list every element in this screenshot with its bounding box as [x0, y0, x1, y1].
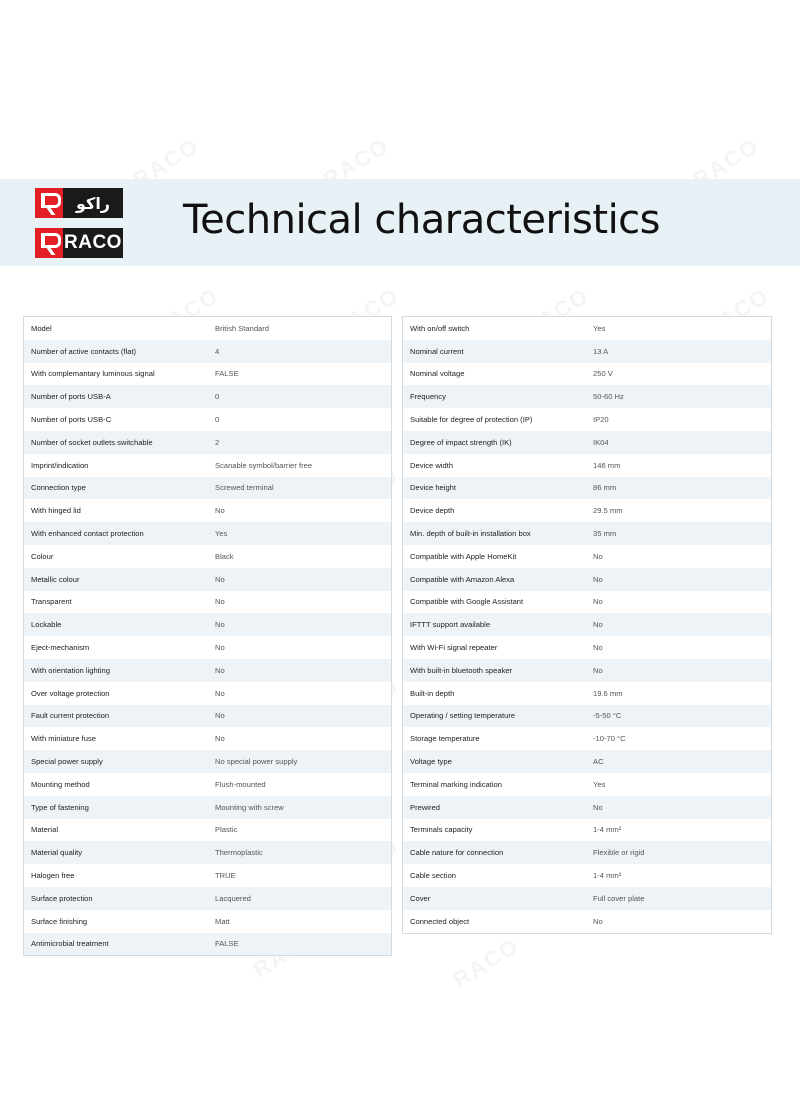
spec-row: [24, 682, 391, 705]
spec-value: Mounting with screw: [215, 802, 284, 812]
spec-label: Antimicrobial treatment: [31, 939, 109, 949]
spec-value: 2: [215, 437, 220, 447]
spec-value: British Standard: [215, 323, 270, 333]
spec-value: No: [593, 916, 603, 926]
spec-row: [24, 568, 391, 591]
spec-row: [403, 796, 771, 819]
spec-row: [403, 408, 771, 431]
spec-value: No: [215, 597, 225, 607]
spec-row: [24, 636, 391, 659]
spec-row: [403, 613, 771, 636]
spec-row: [403, 591, 771, 614]
spec-label: Material: [31, 825, 59, 835]
spec-label: Cable section: [410, 871, 457, 881]
spec-label: Device height: [410, 483, 457, 493]
spec-row: [24, 841, 391, 864]
spec-value: 13 A: [593, 346, 609, 356]
spec-value: No: [593, 620, 603, 630]
spec-value: AC: [593, 757, 604, 767]
spec-label: Terminals capacity: [410, 825, 473, 835]
spec-row: [403, 522, 771, 545]
spec-label: Over voltage protection: [31, 688, 110, 698]
spec-value: TRUE: [215, 871, 236, 881]
spec-value: 19.6 mm: [593, 688, 623, 698]
spec-value: 1-4 mm²: [593, 871, 622, 881]
spec-label: Number of ports USB-A: [31, 392, 111, 402]
spec-value: Matt: [215, 916, 230, 926]
spec-value: Yes: [593, 323, 606, 333]
spec-row: [24, 408, 391, 431]
spec-label: Mounting method: [31, 779, 90, 789]
spec-row: [403, 705, 771, 728]
spec-row: [24, 659, 391, 682]
spec-value: Lacquered: [215, 893, 251, 903]
spec-row: [24, 522, 391, 545]
spec-value: 4: [215, 346, 220, 356]
spec-row: [24, 750, 391, 773]
spec-label: Compatible with Google Assistant: [410, 597, 524, 607]
spec-value: 1-4 mm²: [593, 825, 622, 835]
spec-label: With built-in bluetooth speaker: [410, 665, 513, 675]
spec-value: No: [215, 734, 225, 744]
spec-value: 146 mm: [593, 460, 621, 470]
spec-label: Fault current protection: [31, 711, 110, 721]
spec-label: Cover: [410, 893, 431, 903]
spec-label: IFTTT support available: [410, 620, 491, 630]
spec-value: No special power supply: [215, 757, 298, 767]
spec-row: [24, 477, 391, 500]
spec-row: [403, 431, 771, 454]
spec-value: No: [215, 574, 225, 584]
spec-label: Degree of impact strength (IK): [410, 437, 512, 447]
spec-value: Full cover plate: [593, 893, 645, 903]
spec-label: Transparent: [31, 597, 72, 607]
spec-row: [403, 727, 771, 750]
logo-latin-row: [35, 227, 123, 259]
spec-label: Device width: [410, 460, 454, 470]
spec-label: Suitable for degree of protection (IP): [410, 415, 533, 425]
spec-label: Min. depth of built-in installation box: [410, 529, 531, 539]
spec-value: No: [593, 551, 603, 561]
spec-row: [24, 363, 391, 386]
spec-label: Number of active contacts (flat): [31, 346, 137, 356]
spec-value: No: [215, 620, 225, 630]
spec-label: Storage temperature: [410, 734, 480, 744]
watermark-text: [449, 933, 524, 994]
spec-row: [24, 431, 391, 454]
spec-row: [403, 454, 771, 477]
header-banner: [0, 179, 800, 266]
spec-value: 50-60 Hz: [593, 392, 624, 402]
spec-label: Material quality: [31, 848, 83, 858]
spec-row: [24, 727, 391, 750]
spec-row: [24, 454, 391, 477]
spec-label: Terminal marking indication: [410, 779, 503, 789]
spec-label: Halogen free: [31, 871, 75, 881]
spec-value: 35 mm: [593, 529, 617, 539]
spec-label: With Wi-Fi signal repeater: [410, 643, 498, 653]
spec-row: [403, 659, 771, 682]
spec-label: Built-in depth: [410, 688, 455, 698]
spec-label: Nominal voltage: [410, 369, 465, 379]
spec-row: [24, 887, 391, 910]
spec-value: Yes: [215, 529, 228, 539]
r-mark-icon: [35, 228, 63, 258]
spec-label: Nominal current: [410, 346, 464, 356]
spec-row: [24, 705, 391, 728]
page-title: Technical characteristics: [183, 197, 661, 243]
spec-row: [403, 864, 771, 887]
spec-value: FALSE: [215, 939, 239, 949]
spec-row: [403, 819, 771, 842]
spec-row: [24, 340, 391, 363]
spec-row: [403, 841, 771, 864]
spec-label: Number of socket outlets switchable: [31, 437, 153, 447]
spec-value: No: [593, 643, 603, 653]
spec-value: No: [593, 574, 603, 584]
spec-row: [403, 385, 771, 408]
spec-label: Metallic colour: [31, 574, 80, 584]
spec-value: Plastic: [215, 825, 238, 835]
spec-value: IP20: [593, 415, 609, 425]
spec-value: Scanable symbol/barrier free: [215, 460, 313, 470]
spec-label: Prewired: [410, 802, 440, 812]
spec-label: Special power supply: [31, 757, 103, 767]
spec-value: No: [215, 665, 225, 675]
spec-value: 0: [215, 392, 220, 402]
spec-value: Yes: [593, 779, 606, 789]
r-mark-icon: [35, 188, 63, 218]
spec-row: [403, 887, 771, 910]
spec-table-right: [402, 316, 772, 934]
spec-label: Device depth: [410, 506, 455, 516]
spec-value: IK04: [593, 437, 609, 447]
raco-logo: [35, 187, 123, 259]
spec-row: [403, 340, 771, 363]
spec-row: [403, 910, 771, 933]
spec-label: With orientation lighting: [31, 665, 110, 675]
spec-row: [24, 864, 391, 887]
spec-value: Thermoplastic: [215, 848, 263, 858]
spec-row: [24, 613, 391, 636]
spec-row: [24, 773, 391, 796]
spec-row: [403, 568, 771, 591]
spec-row: [403, 545, 771, 568]
spec-row: [24, 933, 391, 956]
spec-value: Black: [215, 551, 234, 561]
spec-label: Cable nature for connection: [410, 848, 504, 858]
spec-value: 0: [215, 415, 220, 425]
spec-row: [403, 682, 771, 705]
spec-value: No: [215, 711, 225, 721]
spec-label: Connected object: [410, 916, 470, 926]
spec-row: [403, 773, 771, 796]
spec-row: [403, 317, 771, 340]
spec-value: FALSE: [215, 369, 239, 379]
spec-label: Type of fastening: [31, 802, 89, 812]
spec-label: With complemantary luminous signal: [31, 369, 155, 379]
spec-row: [24, 796, 391, 819]
spec-row: [24, 819, 391, 842]
spec-table-left: [23, 316, 392, 956]
spec-label: Compatible with Apple HomeKit: [410, 551, 517, 561]
spec-label: Model: [31, 323, 52, 333]
spec-value: No: [593, 802, 603, 812]
spec-label: With hinged lid: [31, 506, 81, 516]
spec-row: [24, 545, 391, 568]
spec-label: Operating / setting temperature: [410, 711, 516, 721]
spec-label: Lockable: [31, 620, 62, 630]
spec-value: 86 mm: [593, 483, 617, 493]
spec-value: No: [593, 597, 603, 607]
spec-label: Connection type: [31, 483, 86, 493]
logo-arabic-text: راكو: [63, 188, 123, 218]
spec-row: [24, 499, 391, 522]
spec-label: Eject-mechanism: [31, 643, 90, 653]
spec-value: 29.5 mm: [593, 506, 623, 516]
spec-row: [403, 636, 771, 659]
spec-label: With miniature fuse: [31, 734, 96, 744]
spec-value: No: [215, 506, 225, 516]
spec-label: Imprint/indication: [31, 460, 89, 470]
spec-row: [24, 385, 391, 408]
spec-label: Number of ports USB-C: [31, 415, 112, 425]
spec-row: [24, 317, 391, 340]
spec-row: [403, 477, 771, 500]
spec-row: [403, 499, 771, 522]
spec-row: [403, 750, 771, 773]
spec-value: No: [215, 688, 225, 698]
spec-label: Frequency: [410, 392, 446, 402]
spec-value: Flush-mounted: [215, 779, 266, 789]
spec-value: 250 V: [593, 369, 613, 379]
spec-row: [24, 591, 391, 614]
spec-label: Surface protection: [31, 893, 93, 903]
logo-latin-text: RACO: [63, 228, 123, 258]
logo-arabic-row: [35, 187, 123, 219]
spec-label: With enhanced contact protection: [31, 529, 144, 539]
spec-label: With on/off switch: [410, 323, 470, 333]
spec-value: Screwed terminal: [215, 483, 274, 493]
spec-value: Flexible or rigid: [593, 848, 645, 858]
spec-value: No: [593, 665, 603, 675]
spec-value: -10-70 °C: [593, 734, 626, 744]
spec-value: -5-50 °C: [593, 711, 622, 721]
spec-row: [403, 363, 771, 386]
spec-label: Colour: [31, 551, 54, 561]
spec-value: No: [215, 643, 225, 653]
spec-label: Compatible with Amazon Alexa: [410, 574, 515, 584]
spec-row: [24, 910, 391, 933]
spec-label: Voltage type: [410, 757, 452, 767]
spec-label: Surface finishing: [31, 916, 88, 926]
